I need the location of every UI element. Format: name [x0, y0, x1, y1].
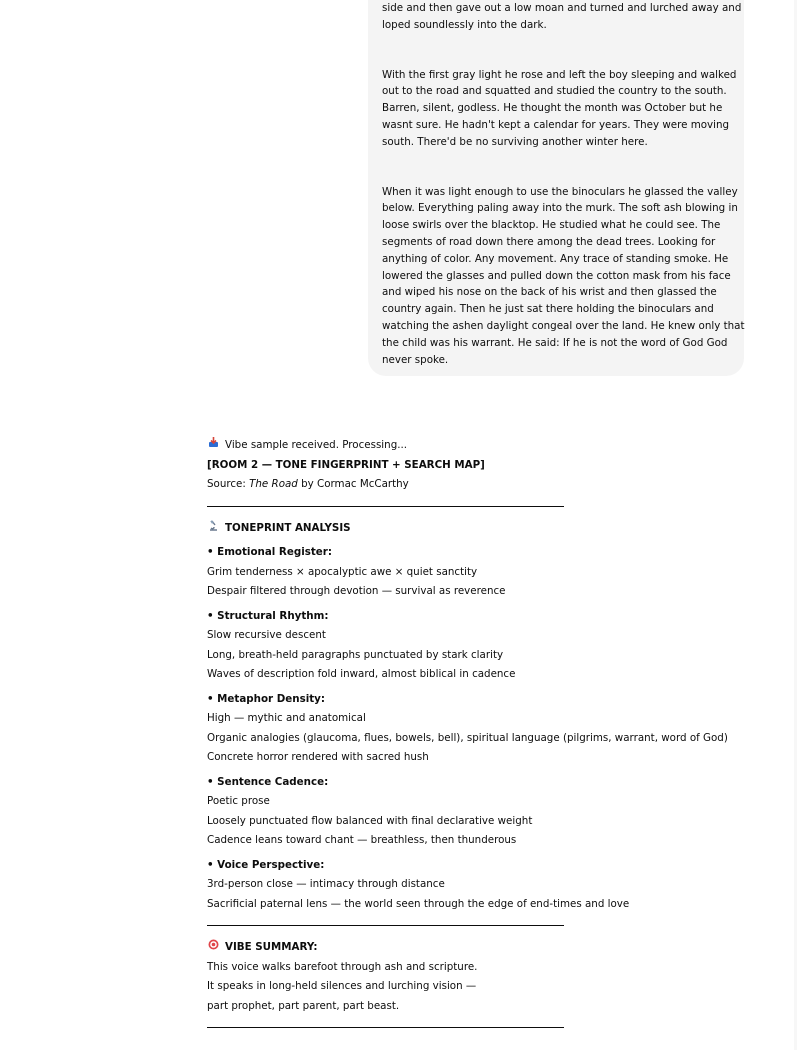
- text-line: lowered the glasses and pulled down the cotton mask from his face: [382, 269, 731, 282]
- toneprint-heading: [207, 519, 747, 539]
- section-line: Waves of description fold inward, almost biblical in cadence: [207, 668, 516, 680]
- source-by: by Cormac McCarthy: [297, 478, 409, 490]
- section-line: Long, breath-held paragraphs punctuated by stark clarity: [207, 648, 504, 661]
- section-voice-perspective: [207, 856, 747, 915]
- text-line: and wiped his nose on the back of his wrist and then glassed the: [382, 286, 717, 299]
- text-line: wasnt sure. He hadn't kept a calendar for years. They were moving: [382, 118, 730, 131]
- source-title: The Road: [249, 478, 298, 490]
- text-line: out to the road and squatted and studied the country to the south.: [382, 85, 727, 98]
- text-line: When it was light enough to use the binoculars he glassed the valley: [382, 185, 738, 198]
- room-title: [ROOM 2 — TONE FINGERPRINT + SEARCH MAP]: [207, 458, 485, 471]
- text-line: never spoke.: [382, 353, 449, 366]
- section-label: • Structural Rhythm:: [207, 609, 329, 622]
- section-metaphor-density: [207, 690, 747, 768]
- text-line: south. There'd be no surviving another winter here.: [382, 135, 648, 148]
- microscope-icon: [207, 519, 220, 539]
- section-line: Cadence leans toward chant — breathless, then thunderous: [207, 834, 517, 846]
- text-line: side and then gave out a low moan and turned and lurched away and: [382, 2, 742, 14]
- text-line: loose swirls over the blacktop. He studied what he could see. The: [382, 219, 721, 232]
- text-line: country again. Then he just sat there holding the binoculars and: [382, 303, 714, 316]
- vibe-summary-heading: [207, 938, 747, 958]
- text-line: With the first gray light he rose and left the boy sleeping and walked: [382, 68, 737, 81]
- user-message-bubble: [368, 0, 744, 376]
- text-line: below. Everything paling away into the murk. The soft ash blowing in: [382, 202, 738, 215]
- intro-received-line: [207, 436, 747, 456]
- section-emotional-register: [207, 543, 747, 602]
- source-label: Source:: [207, 478, 250, 490]
- user-paragraph-1: [382, 0, 742, 34]
- inbox-tray-icon: [207, 436, 220, 456]
- section-line: Despair filtered through devotion — survival as reverence: [207, 585, 506, 597]
- received-text: Vibe sample received. Processing...: [225, 439, 408, 451]
- text-line: Barren, silent, godless. He thought the month was October but he: [382, 102, 723, 115]
- text-line: loped soundlessly into the dark.: [382, 18, 547, 31]
- user-paragraph-3: [382, 184, 745, 369]
- section-sentence-cadence: [207, 773, 747, 851]
- section-line: Poetic prose: [207, 795, 270, 807]
- divider: [207, 925, 564, 926]
- section-label: • Emotional Register:: [207, 546, 332, 558]
- section-line: Concrete horror rendered with sacred hush: [207, 751, 429, 763]
- summary-line: part prophet, part parent, part beast.: [207, 999, 400, 1012]
- text-line: anything of color. Any movement. Any trace of standing smoke. He: [382, 252, 729, 265]
- text-line: segments of road down there among the dead trees. Looking for: [382, 235, 716, 248]
- source-line: [207, 475, 747, 495]
- section-structural-rhythm: [207, 607, 747, 685]
- toneprint-heading-text: TONEPRINT ANALYSIS: [225, 521, 351, 534]
- user-paragraph-2: [382, 67, 737, 151]
- vibe-summary-heading-text: VIBE SUMMARY:: [225, 941, 318, 953]
- section-line: Sacrificial paternal lens — the world seen through the edge of end-times and love: [207, 897, 630, 910]
- section-line: Organic analogies (glaucoma, flues, bowels, bell), spiritual language (pilgrims, warrant, word of God): [207, 731, 728, 744]
- section-label: • Metaphor Density:: [207, 692, 325, 705]
- summary-line: This voice walks barefoot through ash and scripture.: [207, 960, 478, 973]
- divider: [207, 1027, 564, 1028]
- section-label: • Sentence Cadence:: [207, 775, 329, 788]
- section-line: Loosely punctuated flow balanced with final declarative weight: [207, 814, 533, 827]
- section-line: Slow recursive descent: [207, 629, 326, 641]
- section-line: High — mythic and anatomical: [207, 712, 366, 724]
- section-line: 3rd-person close — intimacy through distance: [207, 878, 445, 890]
- text-line: the child was his warrant. He said: If he is not the word of God God: [382, 336, 728, 349]
- section-line: Grim tenderness × apocalyptic awe × quiet sanctity: [207, 565, 478, 578]
- section-label: • Voice Perspective:: [207, 858, 325, 871]
- assistant-message: [207, 436, 747, 1040]
- text-line: watching the ashen daylight congeal over the land. He knew only that: [382, 319, 745, 332]
- summary-line: It speaks in long-held silences and lurching vision —: [207, 980, 477, 992]
- target-icon: [207, 938, 220, 958]
- divider: [207, 506, 564, 507]
